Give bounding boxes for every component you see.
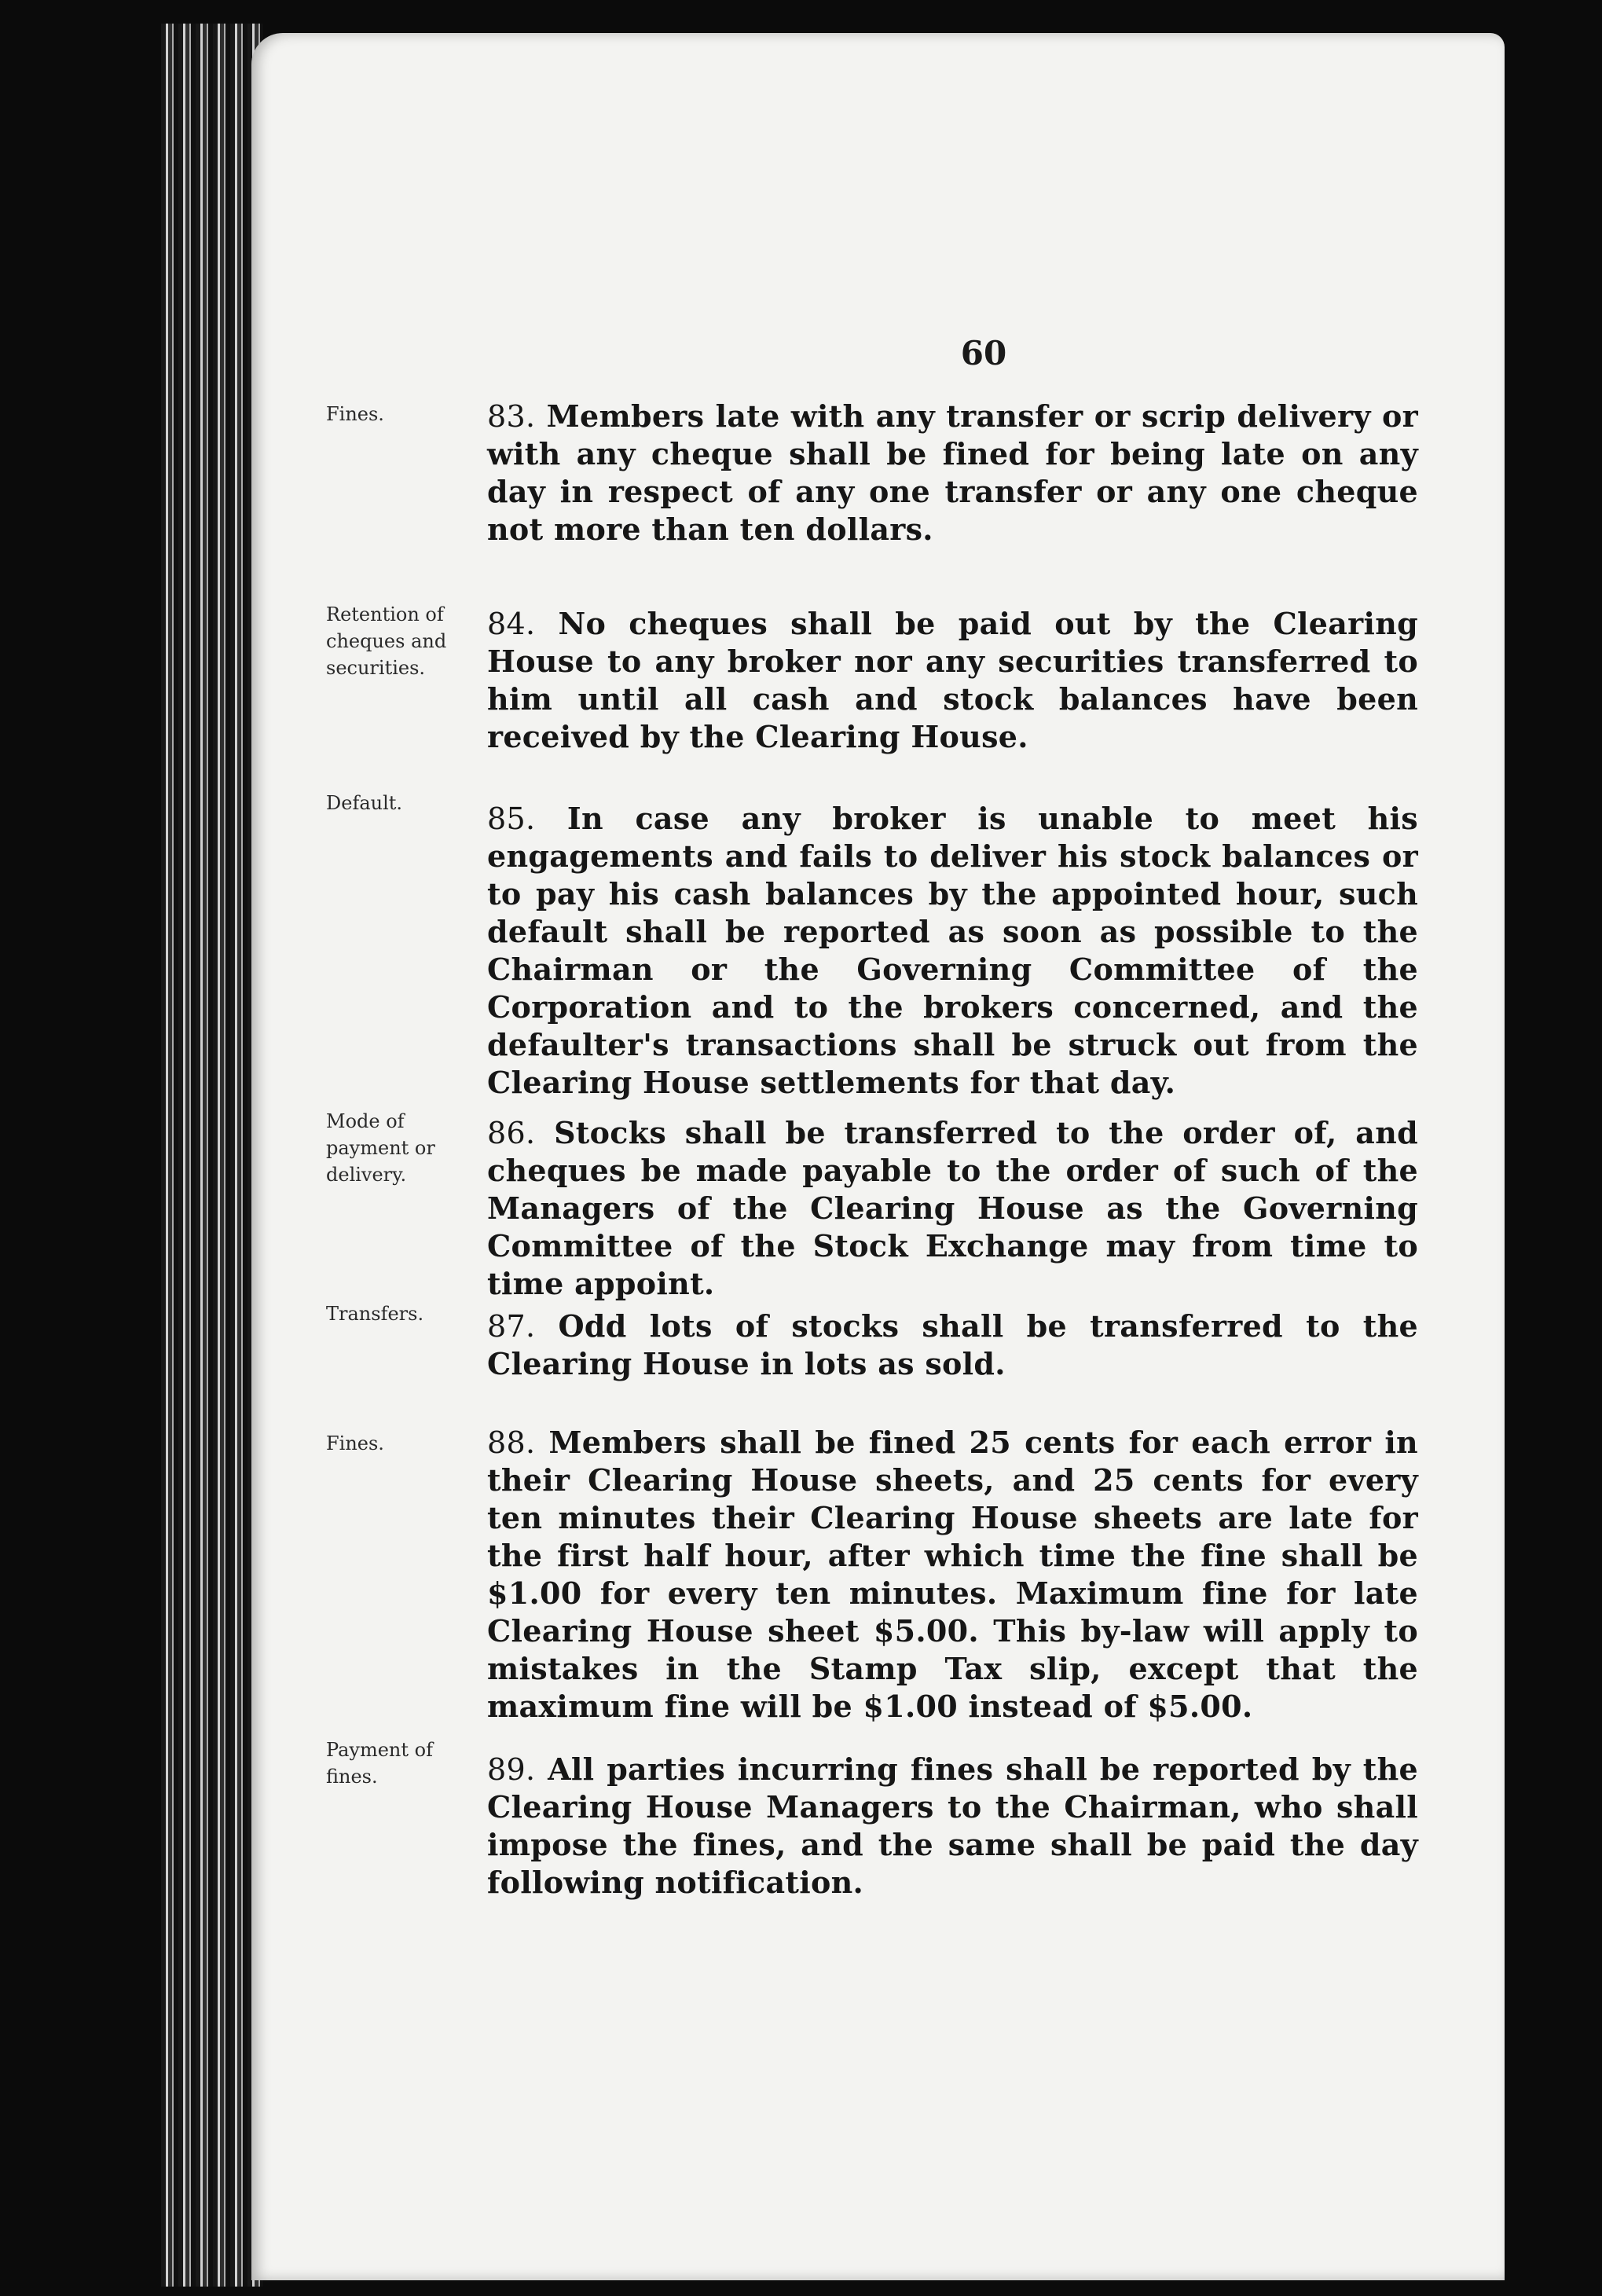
- margin-note-85: Default.: [326, 792, 403, 814]
- margin-note-89: Payment of fines.: [326, 1739, 433, 1788]
- margin-note-86: Mode of payment or delivery.: [326, 1110, 435, 1186]
- rule-number: 84.: [487, 607, 536, 641]
- rule-number: 83.: [487, 399, 536, 434]
- rule-83: [487, 398, 1418, 548]
- rule-text: Members shall be fined 25 cents for each error in their Clearing House sheets, and 25 cents for every ten minutes their Clearing House sheets are late for the first half hour, after which time the fine shall be $1.00 for every ten minutes. Maximum fine for late Clearing House sheet $5.00. This by-law will apply to mistakes in the Stamp Tax slip, except that the maximum fine will be $1.00 instead of $5.00.: [487, 1425, 1418, 1724]
- rule-text: Odd lots of stocks shall be transferred to the Clearing House in lots as sold.: [487, 1308, 1418, 1381]
- rule-89: [487, 1751, 1418, 1902]
- rule-number: 85.: [487, 801, 536, 836]
- margin-note-87: Transfers.: [326, 1303, 424, 1325]
- margin-note-88: Fines.: [326, 1432, 384, 1454]
- page-number: 60: [960, 334, 1007, 372]
- rule-text: In case any broker is unable to meet his engagements and fails to deliver his stock balances or to pay his cash balances by the appointed hour, such default shall be reported as soon as possible to the Chairman or the Governing Committee of the Corporation and to the brokers concerned, and the defaulter's transactions shall be struck out from the Clearing House settlements for that day.: [487, 801, 1418, 1100]
- margin-note-83: Fines.: [326, 403, 384, 425]
- rule-87: [487, 1308, 1418, 1383]
- margin-note-84: Retention of cheques and securities.: [326, 603, 447, 679]
- rule-number: 86.: [487, 1116, 536, 1150]
- rule-number: 87.: [487, 1309, 536, 1344]
- rule-84: [487, 605, 1418, 756]
- rule-text: Members late with any transfer or scrip delivery or with any cheque shall be fined for being late on any day in respect of any one transfer or any one cheque not more than ten dollars.: [487, 398, 1418, 547]
- rule-85: [487, 800, 1418, 1102]
- rule-text: No cheques shall be paid out by the Clearing House to any broker nor any securities transferred to him until all cash and stock balances have been received by the Clearing House.: [487, 606, 1418, 754]
- rule-88: [487, 1424, 1418, 1726]
- rule-number: 88.: [487, 1425, 536, 1460]
- rule-86: [487, 1114, 1418, 1303]
- rule-text: All parties incurring fines shall be reported by the Clearing House Managers to the Chairman, who shall impose the fines, and the same shall be paid the day following notification.: [487, 1751, 1419, 1900]
- rule-number: 89.: [487, 1752, 536, 1787]
- book-binding: [161, 24, 263, 2287]
- rule-text: Stocks shall be transferred to the order of, and cheques be made payable to the order of such of the Managers of the Clearing House as the Governing Committee of the Stock Exchange may from time to time appoint.: [487, 1115, 1419, 1301]
